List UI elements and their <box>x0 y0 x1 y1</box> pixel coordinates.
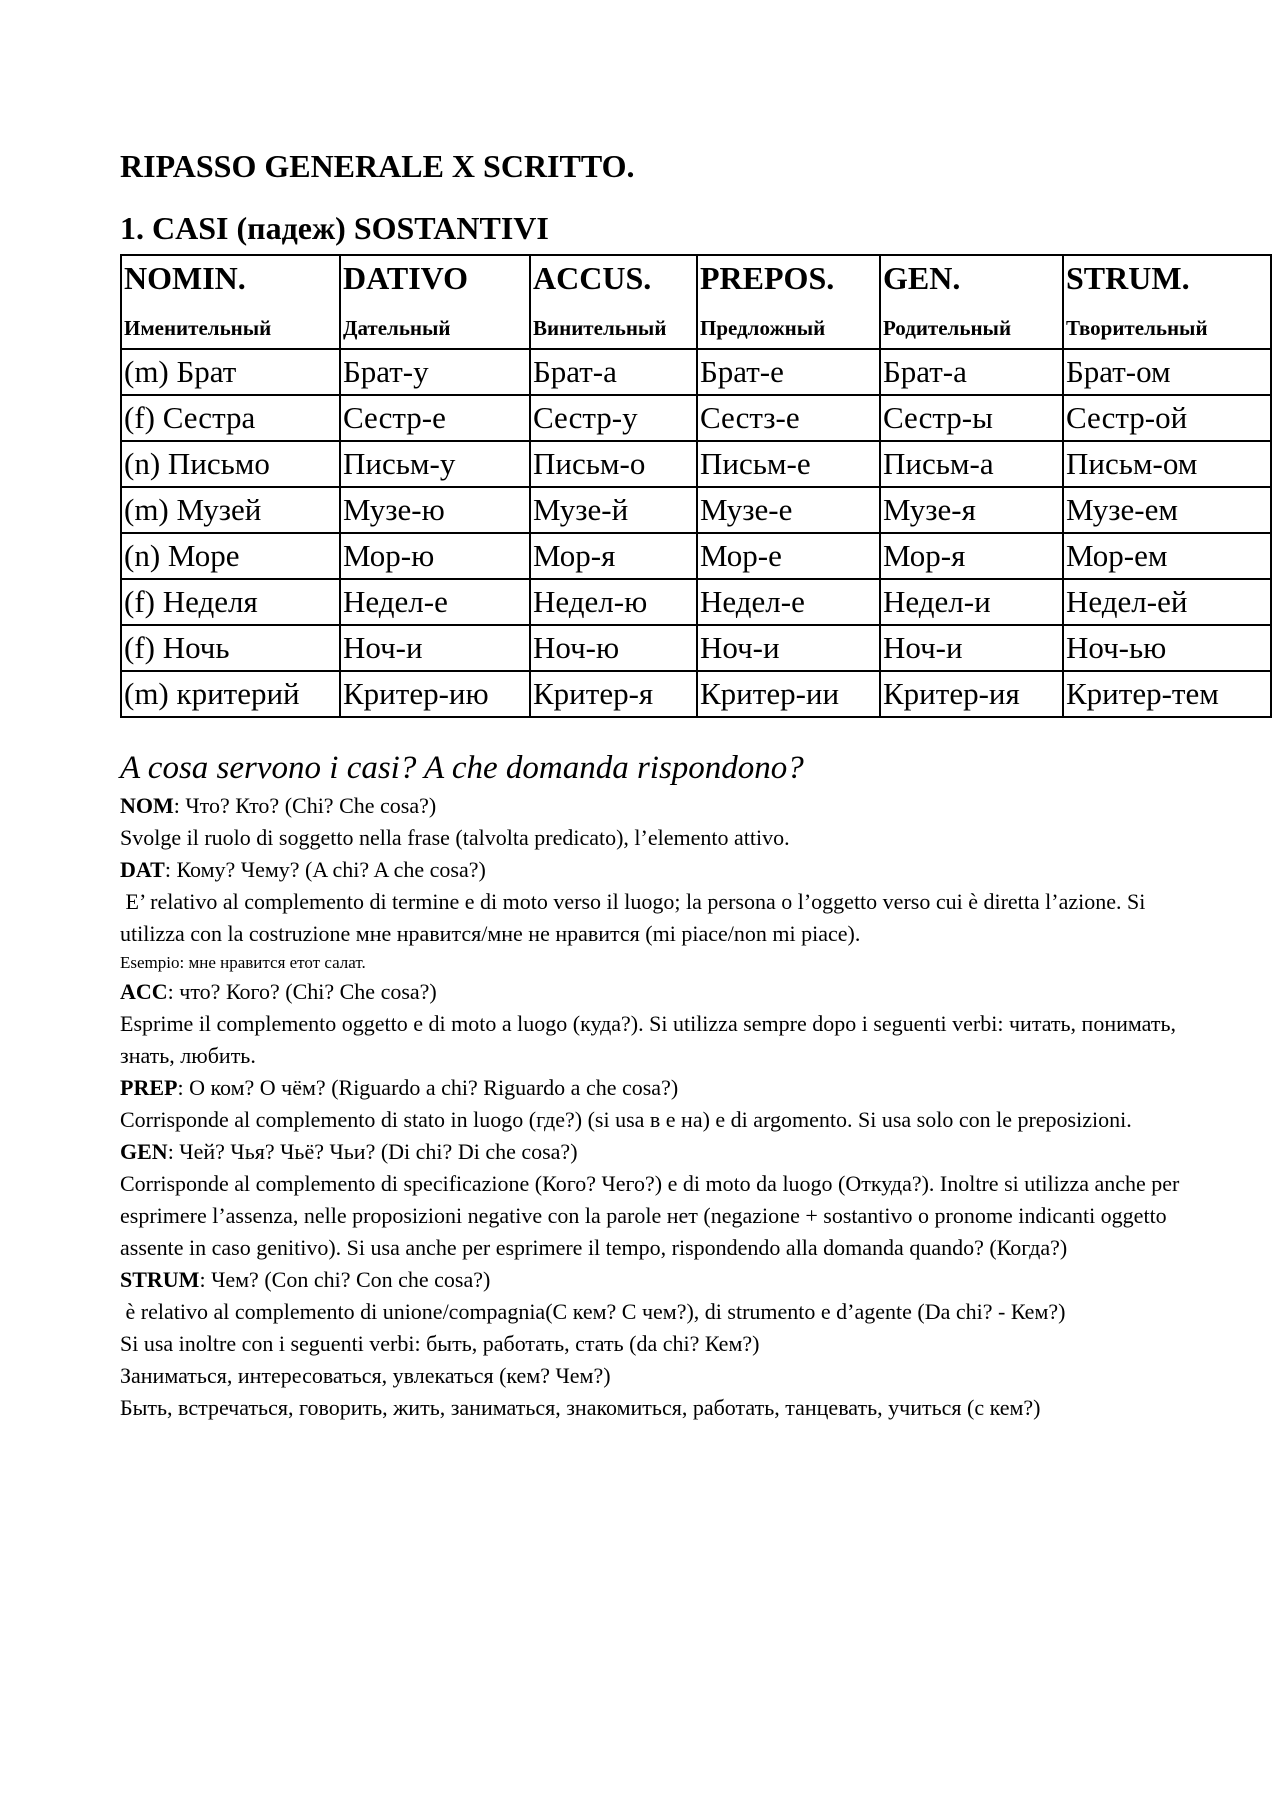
section-heading: 1. CASI (падеж) SOSTANTIVI <box>120 210 549 246</box>
strum-description: è relativo al complemento di unione/compagnia(С кем? С чем?), di strumento e d’agente (Da chi? - Кем?) <box>120 1299 1066 1325</box>
table-cell: (f) Неделя <box>121 579 340 625</box>
table-cell: Письм-у <box>340 441 530 487</box>
table-cell: Недел-ю <box>530 579 697 625</box>
column-header <box>880 255 1063 349</box>
table-cell: Недел-е <box>697 579 880 625</box>
table-cell: Мор-я <box>880 533 1063 579</box>
table-cell: Брат-ом <box>1063 349 1271 395</box>
acc-line <box>120 976 1180 1008</box>
column-header-russian: Дательный <box>343 316 451 340</box>
table-body <box>121 349 1271 717</box>
gen-description: Corrisponde al complemento di specificazione (Кого? Чего?) e di moto da luogo (Откуда?). Inoltre si utilizza anche per esprimere l’assenza, nelle proposizioni negative con la parole нет (negazione + sostantivo o pronome indicanti oggetto assente in caso genitivo). Si usa anche per esprimere il tempo, rispondendo alla domanda quando? (Когда?) <box>120 1171 1180 1261</box>
table-cell: Ноч-ью <box>1063 625 1271 671</box>
table-row <box>121 441 1271 487</box>
table-cell: Мор-е <box>697 533 880 579</box>
nom-question: : Что? Кто? (Chi? Che cosa?) <box>173 793 437 819</box>
gen-label: GEN <box>120 1139 168 1165</box>
nom-description: Svolge il ruolo di soggetto nella frase (talvolta predicato), l’elemento attivo. <box>120 825 790 851</box>
table-cell: Брат-а <box>880 349 1063 395</box>
document-title: RIPASSO GENERALE X SCRITTO. <box>120 148 635 184</box>
table-cell: Брат-у <box>340 349 530 395</box>
table-cell: Сестр-ы <box>880 395 1063 441</box>
table-cell: (f) Ночь <box>121 625 340 671</box>
table-cell: Недел-и <box>880 579 1063 625</box>
table-cell: Недел-ей <box>1063 579 1271 625</box>
question-heading: A cosa servono i casi? A che domanda rispondono? <box>120 750 804 786</box>
column-header-russian: Родительный <box>883 316 1012 340</box>
table-cell: Сестр-ой <box>1063 395 1271 441</box>
column-header-abbr: GEN. <box>883 260 961 296</box>
table-cell: Письм-а <box>880 441 1063 487</box>
column-header-abbr: STRUM. <box>1066 260 1190 296</box>
strum-line <box>120 1264 1180 1296</box>
table-cell: Музе-ю <box>340 487 530 533</box>
gen-line <box>120 1136 1180 1168</box>
prep-description: Corrisponde al complemento di stato in luogo (где?) (si usa в е на) e di argomento. Si usa solo con le preposizioni. <box>120 1107 1132 1133</box>
strum-verbs-line: Si usa inoltre con i seguenti verbi: быть, работать, стать (da chi? Кем?) <box>120 1331 760 1357</box>
column-header-russian: Творительный <box>1066 316 1208 340</box>
table-cell: Письм-о <box>530 441 697 487</box>
dat-line <box>120 854 1180 886</box>
table-cell: Ноч-и <box>697 625 880 671</box>
strum-with-line: Быть, встречаться, говорить, жить, заниматься, знакомиться, работать, танцевать, учиться (с кем?) <box>120 1395 1041 1421</box>
column-header <box>697 255 880 349</box>
table-row <box>121 487 1271 533</box>
dat-example: Esempio: мне нравится етот салат. <box>120 953 366 973</box>
table-row <box>121 671 1271 717</box>
table-cell: Мор-ем <box>1063 533 1271 579</box>
column-header-russian: Именительный <box>124 316 272 340</box>
table-cell: (m) критерий <box>121 671 340 717</box>
column-header-abbr: ACCUS. <box>533 260 652 296</box>
table-cell: (n) Письмо <box>121 441 340 487</box>
prep-label: PREP <box>120 1075 178 1101</box>
dat-question: : Кому? Чему? (A chi? A che cosa?) <box>164 857 486 883</box>
acc-label: ACC <box>120 979 168 1005</box>
table-cell: (m) Музей <box>121 487 340 533</box>
cases-table <box>120 254 1272 718</box>
table-cell: Музе-й <box>530 487 697 533</box>
table-cell: Ноч-и <box>340 625 530 671</box>
prep-question: : О ком? О чём? (Riguardo a chi? Riguardo a che cosa?) <box>177 1075 679 1101</box>
dat-label: DAT <box>120 857 165 883</box>
table-cell: (f) Сестра <box>121 395 340 441</box>
table-cell: Критер-тем <box>1063 671 1271 717</box>
column-header <box>1063 255 1271 349</box>
table-header-row <box>121 255 1271 349</box>
table-cell: Брат-е <box>697 349 880 395</box>
table-cell: Критер-ию <box>340 671 530 717</box>
table-cell: Письм-ом <box>1063 441 1271 487</box>
case-notes <box>120 790 1180 1424</box>
table-cell: Брат-а <box>530 349 697 395</box>
table-cell: Недел-е <box>340 579 530 625</box>
column-header-abbr: PREPOS. <box>700 260 835 296</box>
table-row <box>121 625 1271 671</box>
gen-question: : Чей? Чья? Чьё? Чьи? (Di chi? Di che cosa?) <box>167 1139 578 1165</box>
table-row <box>121 533 1271 579</box>
strum-reflexive-line: Заниматься, интересоваться, увлекаться (кем? Чем?) <box>120 1363 611 1389</box>
table-cell: Музе-ем <box>1063 487 1271 533</box>
table-cell: Сестз-е <box>697 395 880 441</box>
table-row <box>121 395 1271 441</box>
table-cell: Сестр-у <box>530 395 697 441</box>
table-cell: Критер-я <box>530 671 697 717</box>
table-cell: (n) Море <box>121 533 340 579</box>
table-cell: Музе-я <box>880 487 1063 533</box>
table-cell: Мор-ю <box>340 533 530 579</box>
acc-question: : что? Кого? (Chi? Che cosa?) <box>167 979 437 1005</box>
table-cell: (m) Брат <box>121 349 340 395</box>
column-header <box>530 255 697 349</box>
dat-description: E’ relativo al complemento di termine e di moto verso il luogo; la persona o l’oggetto verso cui è diretta l’azione. Si utilizza con la costruzione мне нравится/мне не нравится (mi piace/non mi piace). <box>120 889 1151 947</box>
nom-line <box>120 790 1180 822</box>
table-cell: Сестр-е <box>340 395 530 441</box>
table-cell: Письм-е <box>697 441 880 487</box>
document-page <box>120 148 1219 1424</box>
table-row <box>121 349 1271 395</box>
column-header-abbr: NOMIN. <box>124 260 246 296</box>
column-header-russian: Предложный <box>700 316 826 340</box>
strum-label: STRUM <box>120 1267 200 1293</box>
table-cell: Критер-ии <box>697 671 880 717</box>
prep-line <box>120 1072 1180 1104</box>
strum-question: : Чем? (Con chi? Con che cosa?) <box>199 1267 491 1293</box>
column-header-russian: Винительный <box>533 316 667 340</box>
table-cell: Музе-е <box>697 487 880 533</box>
table-cell: Ноч-и <box>880 625 1063 671</box>
column-header <box>121 255 340 349</box>
table-cell: Критер-ия <box>880 671 1063 717</box>
column-header <box>340 255 530 349</box>
table-row <box>121 579 1271 625</box>
nom-label: NOM <box>120 793 174 819</box>
table-cell: Ноч-ю <box>530 625 697 671</box>
table-cell: Мор-я <box>530 533 697 579</box>
column-header-abbr: DATIVO <box>343 260 468 296</box>
acc-description: Esprime il complemento oggetto e di moto a luogo (куда?). Si utilizza sempre dopo i seguenti verbi: читать, понимать, знать, любить. <box>120 1011 1176 1069</box>
